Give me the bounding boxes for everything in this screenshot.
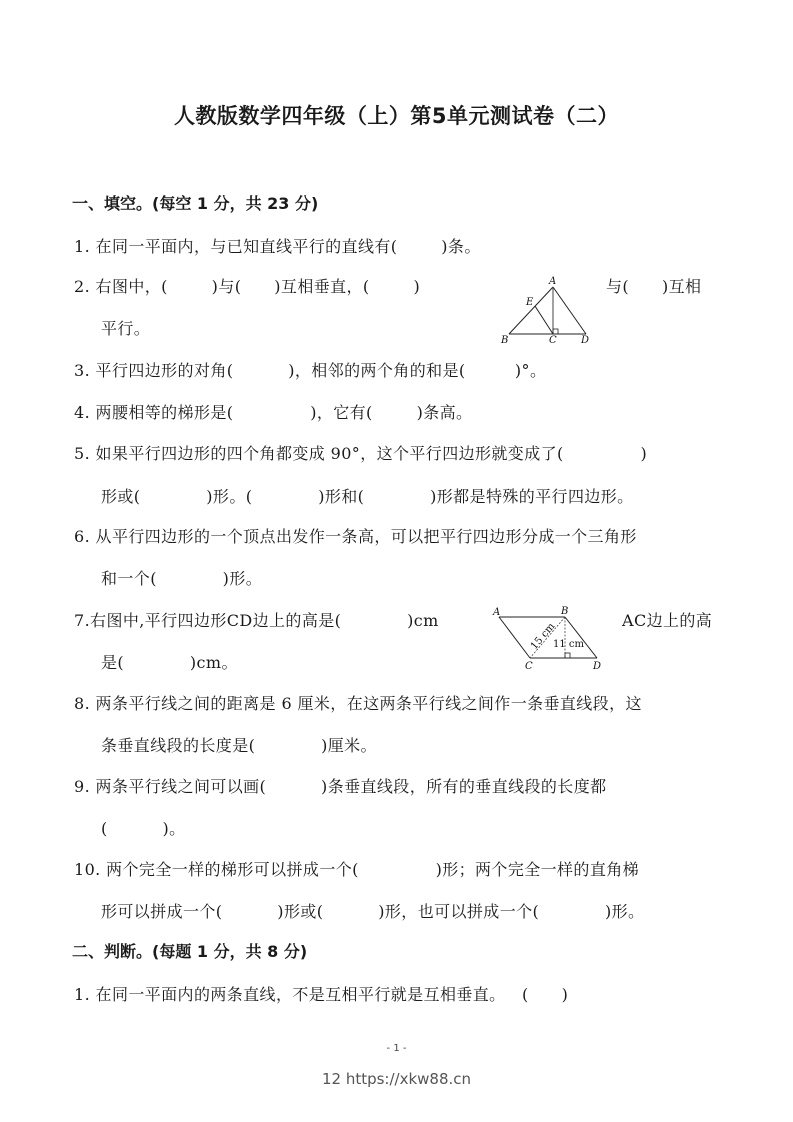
question-6-line-2: 和一个( )形。 xyxy=(101,569,263,588)
question-5-line-2: 形或( )形。( )形和( )形都是特殊的平行四边形。 xyxy=(101,487,634,506)
svg-text:B: B xyxy=(561,606,569,617)
page-number: - 1 - xyxy=(386,1043,407,1054)
svg-text:C: C xyxy=(549,335,557,344)
parallelogram-figure xyxy=(485,603,615,677)
page-title: 人教版数学四年级（上）第5单元测试卷（二） xyxy=(173,104,620,128)
question-2-line-1: 2. 右图中，( )与( )互相垂直，( ) xyxy=(74,277,421,296)
question-2-line-2: 平行。 xyxy=(101,319,151,338)
question-6-line-1: 6. 从平行四边形的一个顶点出发作一条高，可以把平行四边形分成一个三角形 xyxy=(74,527,637,546)
watermark-url: 12 https://xkw88.cn xyxy=(321,1070,472,1088)
question-7-line-2: 是( )cm。 xyxy=(101,653,238,672)
question-8-line-2: 条垂直线段的长度是( )厘米。 xyxy=(101,736,377,755)
svg-text:11 cm: 11 cm xyxy=(553,639,584,650)
question-7-line-1-right: AC边上的高 xyxy=(622,611,713,630)
svg-text:A: A xyxy=(549,276,557,287)
svg-text:C: C xyxy=(525,661,533,672)
section-heading-judgment: 二、判断。(每题 1 分，共 8 分) xyxy=(72,942,308,961)
svg-text:15 cm: 15 cm xyxy=(528,621,558,652)
question-5-line-1: 5. 如果平行四边形的四个角都变成 90°，这个平行四边形就变成了( ) xyxy=(74,444,648,463)
question-3: 3. 平行四边形的对角( )，相邻的两个角的和是( )°。 xyxy=(74,361,547,380)
question-9-line-1: 9. 两条平行线之间可以画( )条垂直线段，所有的垂直线段的长度都 xyxy=(74,777,607,796)
svg-text:B: B xyxy=(501,335,509,344)
question-1: 1. 在同一平面内，与已知直线平行的直线有( )条。 xyxy=(74,237,481,256)
section-heading-fill-in: 一、填空。(每空 1 分，共 23 分) xyxy=(72,194,319,213)
judgment-question-1: 1. 在同一平面内的两条直线，不是互相平行就是互相垂直。 ( ) xyxy=(74,985,569,1004)
svg-text:D: D xyxy=(593,661,602,672)
triangle-figure xyxy=(495,272,600,348)
question-10-line-1: 10. 两个完全一样的梯形可以拼成一个( )形；两个完全一样的直角梯 xyxy=(74,860,640,879)
question-8-line-1: 8. 两条平行线之间的距离是 6 厘米，在这两条平行线之间作一条垂直线段，这 xyxy=(74,694,642,713)
question-7-line-1: 7.右图中,平行四边形CD边上的高是( )cm xyxy=(74,611,439,630)
question-4: 4. 两腰相等的梯形是( )，它有( )条高。 xyxy=(74,403,473,422)
svg-text:D: D xyxy=(581,335,590,344)
question-9-line-2: ( )。 xyxy=(101,819,186,838)
question-2-line-1-right: 与( )互相 xyxy=(606,277,702,296)
question-10-line-2: 形可以拼成一个( )形或( )形，也可以拼成一个( )形。 xyxy=(101,902,645,921)
svg-text:A: A xyxy=(493,607,501,618)
svg-text:E: E xyxy=(526,297,534,308)
